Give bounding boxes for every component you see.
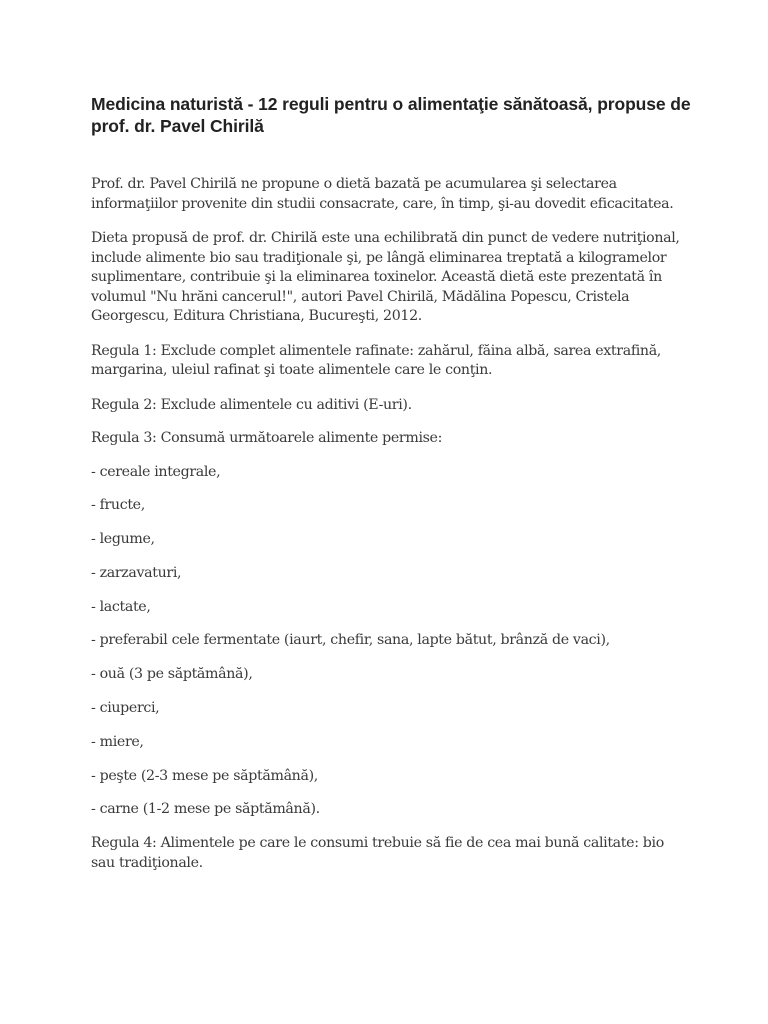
document-page xyxy=(91,93,691,888)
intro-paragraph: Prof. dr. Pavel Chirilă ne propune o dietă bazată pe acumularea şi selectarea informaţiilor provenite din studii consacrate, care, în timp, şi-au dovedit eficacitatea. xyxy=(91,176,674,212)
list-item: - peşte (2-3 mese pe săptămână), xyxy=(91,767,318,784)
allowed-foods-list xyxy=(91,463,691,820)
list-item: - fructe, xyxy=(91,497,145,514)
rule-4-paragraph: Regula 4: Alimentele pe care le consumi trebuie să fie de cea mai bună calitate: bio sau tradiţionale. xyxy=(91,835,664,871)
list-item: - ciuperci, xyxy=(91,700,160,717)
rule-2-paragraph: Regula 2: Exclude alimentele cu aditivi (E-uri). xyxy=(91,396,412,413)
list-item: - carne (1-2 mese pe săptămână). xyxy=(91,801,320,818)
list-item: - preferabil cele fermentate (iaurt, chefir, sana, lapte bătut, brânză de vaci), xyxy=(91,632,610,649)
list-item: - lactate, xyxy=(91,598,151,615)
rule-1-paragraph: Regula 1: Exclude complet alimentele rafinate: zahărul, făina albă, sarea extrafină, margarina, uleiul rafinat şi toate alimentele care le conţin. xyxy=(91,342,661,378)
list-item: - cereale integrale, xyxy=(91,463,221,480)
list-item: - ouă (3 pe săptămână), xyxy=(91,666,253,683)
diet-description-paragraph: Dieta propusă de prof. dr. Chirilă este una echilibrată din punct de vedere nutriţional, include alimente bio sau tradiţionale şi, pe lângă eliminarea treptată a kilogramelor suplimentare, contribuie şi la eliminarea toxinelor. Această dietă este prezentată în volumul "Nu hrăni cancerul!", autori Pavel Chirilă, Mădălina Popescu, Cristela Georgescu, Editura Christiana, Bucureşti, 2012. xyxy=(91,230,680,324)
list-item: - miere, xyxy=(91,733,144,750)
rule-3-paragraph: Regula 3: Consumă următoarele alimente permise: xyxy=(91,430,443,446)
document-title: Medicina naturistă - 12 reguli pentru o alimentaţie sănătoasă, propuse de prof. dr. Pavel Chirilă xyxy=(91,94,691,136)
list-item: - zarzavaturi, xyxy=(91,564,182,581)
list-item: - legume, xyxy=(91,531,155,548)
